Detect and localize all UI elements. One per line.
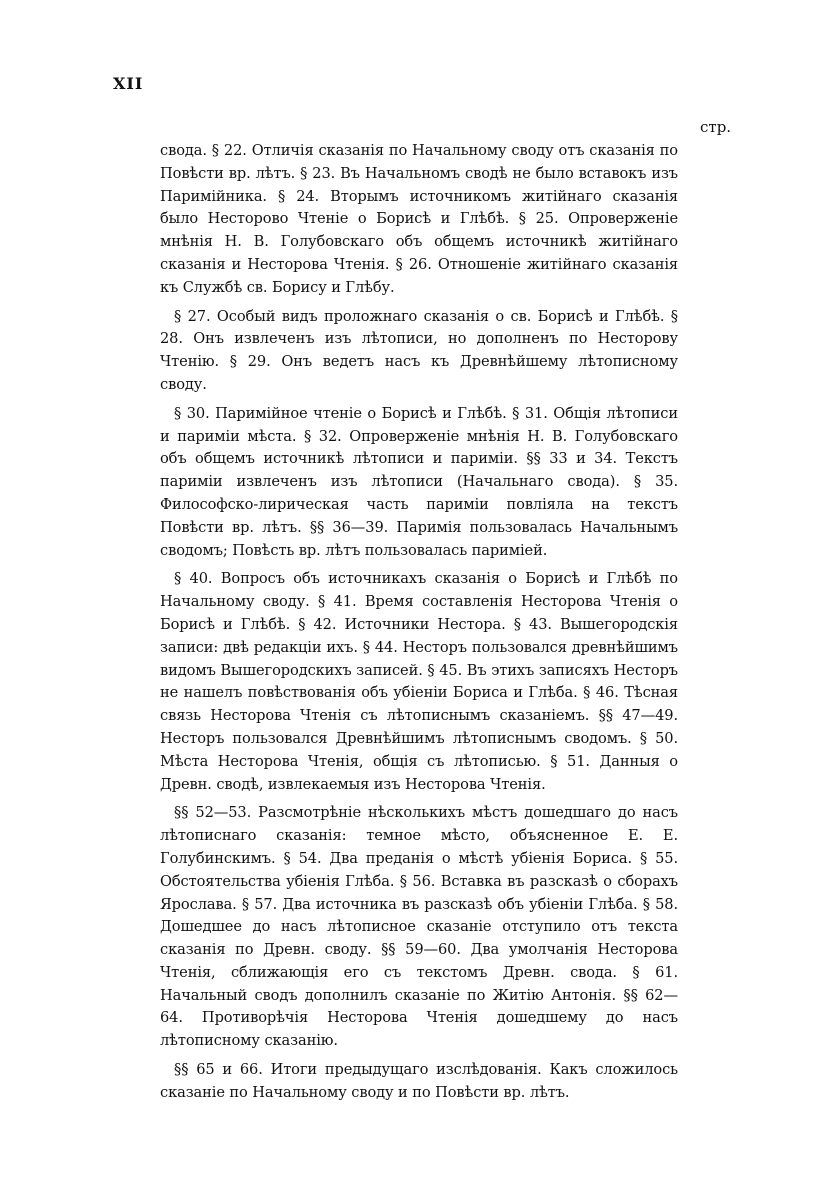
toc-paragraph-sections-65-66: §§ 65 и 66. Итоги предыдущаго изслѣдованія. Какъ сложилось сказаніе по Начальному своду и по Повѣсти вр. лѣтъ. [160,1061,678,1101]
toc-paragraph-sections-22-26: свода. § 22. Отличія сказанія по Начальному своду отъ сказанія по Повѣсти вр. лѣтъ. § 23. Въ Начальномъ сводѣ не было вставокъ изъ Паримійника. § 24. Вторымъ источникомъ житійнаго сказанія было Несторово Чтеніе о Борисѣ и Глѣбѣ. § 25. Опроверженіе мнѣнія Н. В. Голубовскаго объ общемъ источникѣ житійнаго сказанія и Несторова Чтенія. § 26. Отношеніе житійнаго сказанія къ Службѣ св. Борису и Глѣбу. [160,142,678,296]
table-of-contents-body [160,140,678,1111]
column-label-pages: стр. [700,118,732,136]
toc-paragraph-sections-27-29: § 27. Особый видъ проложнаго сказанія о св. Борисѣ и Глѣбѣ. § 28. Онъ извлеченъ изъ лѣтописи, но дополненъ по Несторову Чтенію. § 29. Онъ ведетъ насъ къ Древнѣйшему лѣтописному своду. [160,307,678,393]
toc-paragraph-sections-40-51: § 40. Вопросъ объ источникахъ сказанія о Борисѣ и Глѣбѣ по Начальному своду. § 41. Время составленія Несторова Чтенія о Борисѣ и Глѣбѣ. § 42. Источники Нестора. § 43. Вышегородскія записи: двѣ редакціи ихъ. § 44. Несторъ пользовался древнѣйшимъ видомъ Вышегородскихъ записей. § 45. Въ этихъ записяхъ Несторъ не нашелъ повѣствованія объ убіеніи Бориса и Глѣба. § 46. Тѣсная связь Несторова Чтенія съ лѣтописнымъ сказаніемъ. §§ 47—49. Несторъ пользовался Древнѣйшимъ лѣтописнымъ сводомъ. § 50. Мѣста Несторова Чтенія, общія съ лѣтописью. § 51. Данныя о Древн. сводѣ, извлекаемыя изъ Несторова Чтенія. [160,570,678,793]
toc-paragraph-sections-52-64: §§ 52—53. Разсмотрѣніе нѣсколькихъ мѣстъ дошедшаго до насъ лѣтописнаго сказанія: темное мѣсто, объясненное Е. Е. Голубинскимъ. § 54. Два преданія о мѣстѣ убіенія Бориса. § 55. Обстоятельства убіенія Глѣба. § 56. Вставка въ разсказѣ о сборахъ Ярослава. § 57. Два источника въ разсказѣ объ убіеніи Глѣба. § 58. Дошедшее до насъ лѣтописное сказаніе отступило отъ текста сказанія по Древн. своду. §§ 59—60. Два умолчанія Несторова Чтенія, сближающія его съ текстомъ Древн. свода. § 61. Начальный сводъ дополнилъ сказаніе по Житію Антонія. §§ 62—64. Противорѣчія Несторова Чтенія дошедшему до насъ лѣтописному сказанію. [160,804,678,1050]
toc-paragraph-sections-30-39: § 30. Паримійное чтеніе о Борисѣ и Глѣбѣ. § 31. Общія лѣтописи и паримiи мѣста. § 32. Опроверженіе мнѣнія Н. В. Голубовскаго объ общемъ источникѣ лѣтописи и паримiи. §§ 33 и 34. Текстъ паримiи извлеченъ изъ лѣтописи (Начальнаго свода). § 35. Философско-лирическая часть паримiи повліяла на текстъ Повѣсти вр. лѣтъ. §§ 36—39. Паримія пользовалась Начальнымъ сводомъ; Повѣсть вр. лѣтъ пользовалась паримiей. [160,404,678,559]
page-number: XII [113,74,144,93]
